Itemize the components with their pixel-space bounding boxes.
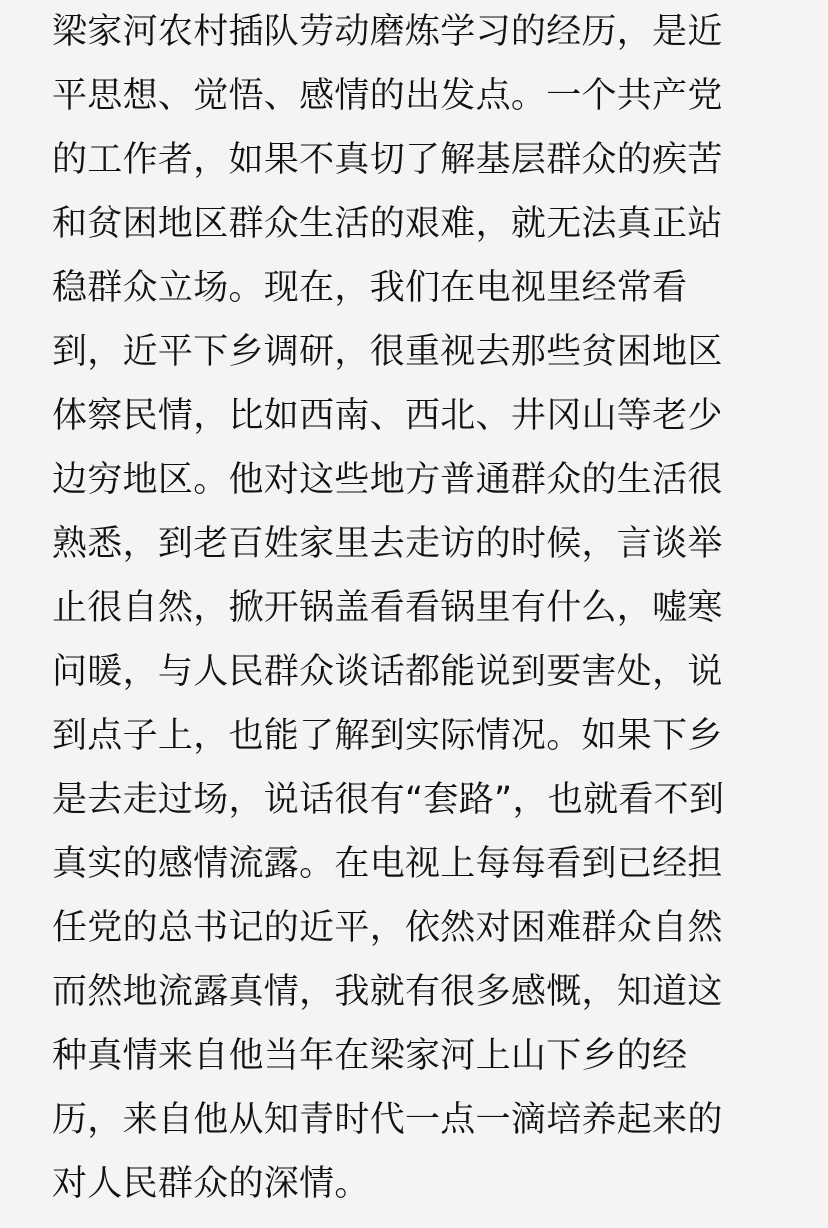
text-line: 稳群众立场。现在，我们在电视里经常看	[52, 268, 688, 308]
text-line: 历，来自他从知青时代一点一滴培养起来的	[52, 1100, 723, 1140]
text-line: 问暖，与人民群众谈话都能说到要害处，说	[52, 652, 723, 692]
text-line: 平思想、觉悟、感情的出发点。一个共产党	[52, 76, 723, 116]
text-line: 边穷地区。他对这些地方普通群众的生活很	[52, 460, 723, 500]
text-line: 真实的感情流露。在电视上每每看到已经担	[52, 844, 723, 884]
text-line: 和贫困地区群众生活的艰难，就无法真正站	[52, 204, 723, 244]
article-body	[52, 0, 782, 1216]
text-line: 是去走过场，说话很有“套路”，也就看不到	[52, 780, 725, 820]
text-line: 体察民情，比如西南、西北、井冈山等老少	[52, 396, 723, 436]
text-line: 对人民群众的深情。	[52, 1164, 370, 1204]
text-line: 而然地流露真情，我就有很多感慨，知道这	[52, 972, 723, 1012]
text-line: 的工作者，如果不真切了解基层群众的疾苦	[52, 140, 723, 180]
text-line: 种真情来自他当年在梁家河上山下乡的经	[52, 1036, 688, 1076]
text-line: 梁家河农村插队劳动磨炼学习的经历，是近	[52, 12, 723, 52]
text-line: 熟悉，到老百姓家里去走访的时候，言谈举	[52, 524, 723, 564]
text-line: 到点子上，也能了解到实际情况。如果下乡	[52, 716, 723, 756]
text-line: 到，近平下乡调研，很重视去那些贫困地区	[52, 332, 723, 372]
text-line: 止很自然，掀开锅盖看看锅里有什么，嘘寒	[52, 588, 723, 628]
text-line: 任党的总书记的近平，依然对困难群众自然	[52, 908, 723, 948]
